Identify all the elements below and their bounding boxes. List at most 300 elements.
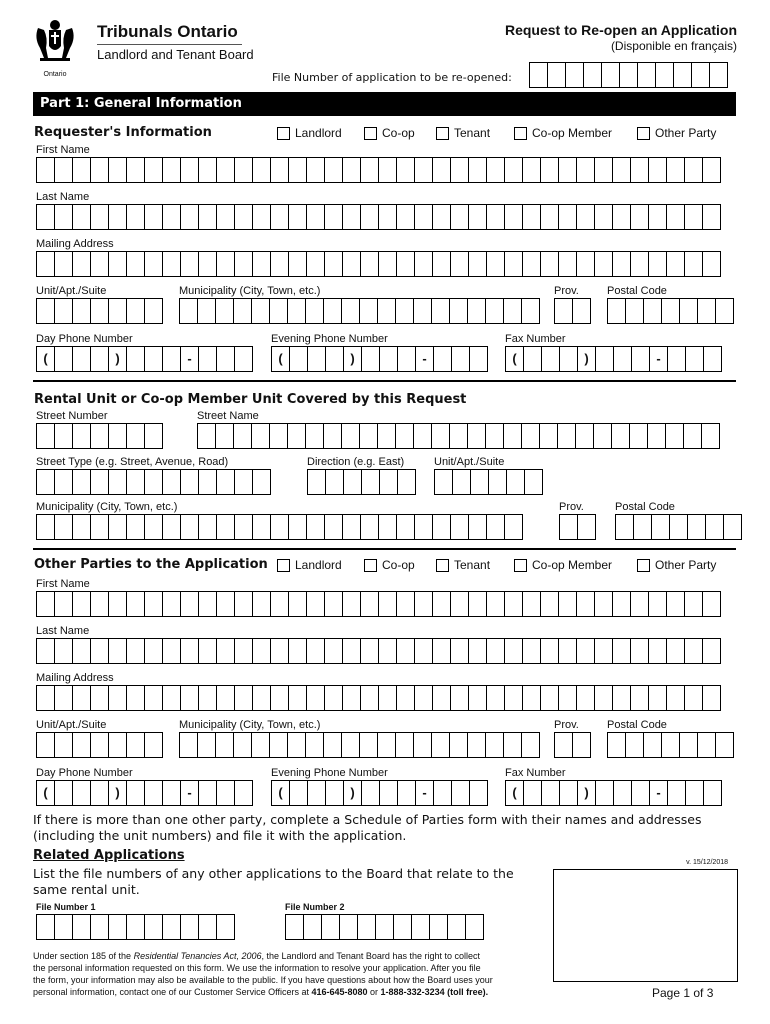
character-box[interactable] <box>216 638 235 664</box>
character-box[interactable] <box>667 780 686 806</box>
character-box[interactable] <box>397 469 416 495</box>
character-box[interactable] <box>198 638 217 664</box>
character-box[interactable] <box>486 514 505 540</box>
character-box[interactable] <box>702 204 721 230</box>
character-box[interactable] <box>324 514 343 540</box>
character-box[interactable] <box>341 423 360 449</box>
character-box[interactable] <box>324 638 343 664</box>
character-box[interactable] <box>144 514 163 540</box>
character-box[interactable] <box>612 157 631 183</box>
character-box[interactable] <box>631 780 650 806</box>
character-box[interactable] <box>449 732 468 758</box>
character-box[interactable] <box>289 346 308 372</box>
related-file-number-1-field[interactable] <box>36 914 234 940</box>
character-box[interactable] <box>648 204 667 230</box>
character-box[interactable] <box>504 514 523 540</box>
requester-mailing-address-field[interactable] <box>36 251 720 277</box>
character-box[interactable] <box>343 780 362 806</box>
character-box[interactable] <box>180 914 199 940</box>
character-box[interactable] <box>215 732 234 758</box>
character-box[interactable] <box>637 62 656 88</box>
character-box[interactable] <box>72 298 91 324</box>
character-box[interactable] <box>577 780 596 806</box>
character-box[interactable] <box>633 514 652 540</box>
character-box[interactable] <box>234 591 253 617</box>
character-box[interactable] <box>90 298 109 324</box>
character-box[interactable] <box>522 157 541 183</box>
character-box[interactable] <box>54 298 73 324</box>
character-box[interactable] <box>271 346 290 372</box>
checkbox[interactable] <box>436 127 449 140</box>
character-box[interactable] <box>197 732 216 758</box>
character-box[interactable] <box>575 423 594 449</box>
character-box[interactable] <box>252 685 271 711</box>
character-box[interactable] <box>216 251 235 277</box>
character-box[interactable] <box>324 591 343 617</box>
character-box[interactable] <box>415 346 434 372</box>
character-box[interactable] <box>467 298 486 324</box>
checkbox[interactable] <box>364 127 377 140</box>
character-box[interactable] <box>683 423 702 449</box>
character-box[interactable] <box>305 298 324 324</box>
character-box[interactable] <box>180 591 199 617</box>
character-box[interactable] <box>450 638 469 664</box>
character-box[interactable] <box>576 591 595 617</box>
character-box[interactable] <box>625 298 644 324</box>
character-box[interactable] <box>72 423 91 449</box>
character-box[interactable] <box>234 685 253 711</box>
character-box[interactable] <box>339 914 358 940</box>
character-box[interactable] <box>666 204 685 230</box>
character-box[interactable] <box>72 157 91 183</box>
character-box[interactable] <box>162 638 181 664</box>
rental-unit-field[interactable] <box>434 469 542 495</box>
character-box[interactable] <box>90 423 109 449</box>
character-box[interactable] <box>72 780 91 806</box>
character-box[interactable] <box>595 780 614 806</box>
character-box[interactable] <box>451 780 470 806</box>
character-box[interactable] <box>504 685 523 711</box>
character-box[interactable] <box>162 469 181 495</box>
character-box[interactable] <box>360 685 379 711</box>
character-box[interactable] <box>630 251 649 277</box>
character-box[interactable] <box>198 591 217 617</box>
character-box[interactable] <box>666 638 685 664</box>
character-box[interactable] <box>216 914 235 940</box>
character-box[interactable] <box>359 423 378 449</box>
character-box[interactable] <box>198 780 217 806</box>
character-box[interactable] <box>180 346 199 372</box>
other-role-coop[interactable]: Co-op <box>364 558 415 572</box>
character-box[interactable] <box>72 514 91 540</box>
character-box[interactable] <box>270 685 289 711</box>
character-box[interactable] <box>611 423 630 449</box>
character-box[interactable] <box>431 732 450 758</box>
character-box[interactable] <box>666 157 685 183</box>
character-box[interactable] <box>432 685 451 711</box>
character-box[interactable] <box>576 157 595 183</box>
character-box[interactable] <box>144 914 163 940</box>
character-box[interactable] <box>126 251 145 277</box>
character-box[interactable] <box>303 914 322 940</box>
character-box[interactable] <box>666 685 685 711</box>
character-box[interactable] <box>36 638 55 664</box>
checkbox[interactable] <box>637 559 650 572</box>
character-box[interactable] <box>673 62 692 88</box>
character-box[interactable] <box>162 514 181 540</box>
character-box[interactable] <box>251 298 270 324</box>
character-box[interactable] <box>270 251 289 277</box>
character-box[interactable] <box>661 298 680 324</box>
character-box[interactable] <box>666 591 685 617</box>
other-prov-field[interactable] <box>554 732 590 758</box>
character-box[interactable] <box>594 251 613 277</box>
character-box[interactable] <box>270 204 289 230</box>
character-box[interactable] <box>287 298 306 324</box>
character-box[interactable] <box>559 514 578 540</box>
character-box[interactable] <box>558 157 577 183</box>
character-box[interactable] <box>558 685 577 711</box>
character-box[interactable] <box>397 780 416 806</box>
character-box[interactable] <box>360 638 379 664</box>
character-box[interactable] <box>414 204 433 230</box>
character-box[interactable] <box>72 204 91 230</box>
character-box[interactable] <box>378 685 397 711</box>
character-box[interactable] <box>90 780 109 806</box>
character-box[interactable] <box>684 591 703 617</box>
character-box[interactable] <box>252 204 271 230</box>
character-box[interactable] <box>395 423 414 449</box>
character-box[interactable] <box>108 469 127 495</box>
character-box[interactable] <box>234 157 253 183</box>
character-box[interactable] <box>233 732 252 758</box>
character-box[interactable] <box>558 204 577 230</box>
character-box[interactable] <box>504 638 523 664</box>
character-box[interactable] <box>467 423 486 449</box>
character-box[interactable] <box>684 638 703 664</box>
character-box[interactable] <box>414 514 433 540</box>
character-box[interactable] <box>576 204 595 230</box>
requester-role-coop[interactable]: Co-op <box>364 126 415 140</box>
character-box[interactable] <box>521 298 540 324</box>
requester-day-phone-field[interactable] <box>36 346 252 372</box>
character-box[interactable] <box>270 157 289 183</box>
character-box[interactable] <box>667 346 686 372</box>
character-box[interactable] <box>271 780 290 806</box>
character-box[interactable] <box>234 346 253 372</box>
character-box[interactable] <box>126 423 145 449</box>
character-box[interactable] <box>375 914 394 940</box>
other-role-other-party[interactable]: Other Party <box>637 558 716 572</box>
character-box[interactable] <box>701 423 720 449</box>
character-box[interactable] <box>378 514 397 540</box>
character-box[interactable] <box>108 591 127 617</box>
character-box[interactable] <box>36 914 55 940</box>
character-box[interactable] <box>540 591 559 617</box>
character-box[interactable] <box>522 204 541 230</box>
character-box[interactable] <box>540 685 559 711</box>
character-box[interactable] <box>540 157 559 183</box>
character-box[interactable] <box>108 685 127 711</box>
character-box[interactable] <box>36 251 55 277</box>
character-box[interactable] <box>486 204 505 230</box>
character-box[interactable] <box>180 204 199 230</box>
character-box[interactable] <box>306 157 325 183</box>
character-box[interactable] <box>470 469 489 495</box>
character-box[interactable] <box>468 157 487 183</box>
character-box[interactable] <box>360 157 379 183</box>
character-box[interactable] <box>702 638 721 664</box>
character-box[interactable] <box>323 732 342 758</box>
other-mailing-address-field[interactable] <box>36 685 720 711</box>
character-box[interactable] <box>468 514 487 540</box>
character-box[interactable] <box>360 204 379 230</box>
character-box[interactable] <box>450 157 469 183</box>
character-box[interactable] <box>360 514 379 540</box>
character-box[interactable] <box>631 346 650 372</box>
character-box[interactable] <box>287 732 306 758</box>
other-last-name-field[interactable] <box>36 638 720 664</box>
character-box[interactable] <box>558 638 577 664</box>
character-box[interactable] <box>485 732 504 758</box>
character-box[interactable] <box>651 514 670 540</box>
other-unit-field[interactable] <box>36 732 162 758</box>
rental-postal-code-field[interactable] <box>615 514 741 540</box>
character-box[interactable] <box>432 157 451 183</box>
character-box[interactable] <box>252 638 271 664</box>
other-fax-field[interactable] <box>505 780 721 806</box>
character-box[interactable] <box>234 514 253 540</box>
requester-municipality-field[interactable] <box>179 298 539 324</box>
character-box[interactable] <box>90 638 109 664</box>
character-box[interactable] <box>108 914 127 940</box>
character-box[interactable] <box>162 591 181 617</box>
character-box[interactable] <box>269 423 288 449</box>
character-box[interactable] <box>486 638 505 664</box>
character-box[interactable] <box>469 346 488 372</box>
character-box[interactable] <box>180 251 199 277</box>
character-box[interactable] <box>126 514 145 540</box>
character-box[interactable] <box>126 157 145 183</box>
character-box[interactable] <box>540 638 559 664</box>
character-box[interactable] <box>485 423 504 449</box>
character-box[interactable] <box>36 732 55 758</box>
character-box[interactable] <box>679 732 698 758</box>
character-box[interactable] <box>379 780 398 806</box>
character-box[interactable] <box>341 732 360 758</box>
character-box[interactable] <box>36 204 55 230</box>
character-box[interactable] <box>397 346 416 372</box>
character-box[interactable] <box>54 780 73 806</box>
character-box[interactable] <box>162 685 181 711</box>
character-box[interactable] <box>216 591 235 617</box>
character-box[interactable] <box>90 204 109 230</box>
character-box[interactable] <box>468 251 487 277</box>
character-box[interactable] <box>547 62 566 88</box>
character-box[interactable] <box>594 638 613 664</box>
character-box[interactable] <box>36 346 55 372</box>
character-box[interactable] <box>323 423 342 449</box>
character-box[interactable] <box>685 780 704 806</box>
character-box[interactable] <box>648 251 667 277</box>
character-box[interactable] <box>643 298 662 324</box>
character-box[interactable] <box>252 591 271 617</box>
character-box[interactable] <box>486 157 505 183</box>
checkbox[interactable] <box>514 559 527 572</box>
character-box[interactable] <box>36 157 55 183</box>
character-box[interactable] <box>577 346 596 372</box>
character-box[interactable] <box>357 914 376 940</box>
character-box[interactable] <box>108 157 127 183</box>
character-box[interactable] <box>216 157 235 183</box>
character-box[interactable] <box>288 591 307 617</box>
character-box[interactable] <box>287 423 306 449</box>
character-box[interactable] <box>377 298 396 324</box>
character-box[interactable] <box>54 732 73 758</box>
character-box[interactable] <box>108 732 127 758</box>
other-evening-phone-field[interactable] <box>271 780 487 806</box>
character-box[interactable] <box>523 780 542 806</box>
character-box[interactable] <box>126 780 145 806</box>
character-box[interactable] <box>665 423 684 449</box>
character-box[interactable] <box>629 423 648 449</box>
character-box[interactable] <box>612 685 631 711</box>
character-box[interactable] <box>485 298 504 324</box>
character-box[interactable] <box>468 638 487 664</box>
character-box[interactable] <box>144 685 163 711</box>
character-box[interactable] <box>215 423 234 449</box>
character-box[interactable] <box>522 251 541 277</box>
character-box[interactable] <box>180 157 199 183</box>
character-box[interactable] <box>432 514 451 540</box>
character-box[interactable] <box>342 157 361 183</box>
character-box[interactable] <box>198 514 217 540</box>
character-box[interactable] <box>702 157 721 183</box>
character-box[interactable] <box>90 469 109 495</box>
character-box[interactable] <box>306 251 325 277</box>
character-box[interactable] <box>486 685 505 711</box>
character-box[interactable] <box>468 591 487 617</box>
character-box[interactable] <box>343 346 362 372</box>
character-box[interactable] <box>429 914 448 940</box>
character-box[interactable] <box>449 298 468 324</box>
character-box[interactable] <box>469 780 488 806</box>
character-box[interactable] <box>162 204 181 230</box>
character-box[interactable] <box>198 346 217 372</box>
character-box[interactable] <box>697 298 716 324</box>
character-box[interactable] <box>541 346 560 372</box>
character-box[interactable] <box>36 514 55 540</box>
character-box[interactable] <box>342 204 361 230</box>
character-box[interactable] <box>557 423 576 449</box>
character-box[interactable] <box>144 469 163 495</box>
character-box[interactable] <box>396 638 415 664</box>
character-box[interactable] <box>216 514 235 540</box>
character-box[interactable] <box>612 638 631 664</box>
character-box[interactable] <box>607 298 626 324</box>
character-box[interactable] <box>288 685 307 711</box>
character-box[interactable] <box>216 780 235 806</box>
character-box[interactable] <box>630 157 649 183</box>
character-box[interactable] <box>108 298 127 324</box>
rental-street-type-field[interactable] <box>36 469 270 495</box>
character-box[interactable] <box>90 346 109 372</box>
character-box[interactable] <box>414 638 433 664</box>
character-box[interactable] <box>503 732 522 758</box>
character-box[interactable] <box>72 914 91 940</box>
character-box[interactable] <box>679 298 698 324</box>
character-box[interactable] <box>90 157 109 183</box>
character-box[interactable] <box>233 298 252 324</box>
other-role-tenant[interactable]: Tenant <box>436 558 490 572</box>
character-box[interactable] <box>540 204 559 230</box>
character-box[interactable] <box>198 157 217 183</box>
character-box[interactable] <box>451 346 470 372</box>
character-box[interactable] <box>684 685 703 711</box>
character-box[interactable] <box>54 423 73 449</box>
character-box[interactable] <box>72 469 91 495</box>
character-box[interactable] <box>36 780 55 806</box>
character-box[interactable] <box>144 298 163 324</box>
character-box[interactable] <box>691 62 710 88</box>
reopen-file-number-field[interactable] <box>529 62 727 88</box>
character-box[interactable] <box>162 251 181 277</box>
character-box[interactable] <box>72 638 91 664</box>
character-box[interactable] <box>234 204 253 230</box>
character-box[interactable] <box>198 204 217 230</box>
character-box[interactable] <box>180 514 199 540</box>
requester-role-coop-member[interactable]: Co-op Member <box>514 126 612 140</box>
character-box[interactable] <box>270 591 289 617</box>
character-box[interactable] <box>108 514 127 540</box>
character-box[interactable] <box>108 346 127 372</box>
character-box[interactable] <box>666 251 685 277</box>
character-box[interactable] <box>684 251 703 277</box>
character-box[interactable] <box>252 157 271 183</box>
character-box[interactable] <box>378 251 397 277</box>
character-box[interactable] <box>269 298 288 324</box>
requester-prov-field[interactable] <box>554 298 590 324</box>
character-box[interactable] <box>251 732 270 758</box>
character-box[interactable] <box>709 62 728 88</box>
character-box[interactable] <box>431 298 450 324</box>
other-municipality-field[interactable] <box>179 732 539 758</box>
character-box[interactable] <box>529 62 548 88</box>
character-box[interactable] <box>630 638 649 664</box>
other-day-phone-field[interactable] <box>36 780 252 806</box>
character-box[interactable] <box>252 251 271 277</box>
character-box[interactable] <box>162 157 181 183</box>
checkbox[interactable] <box>277 559 290 572</box>
character-box[interactable] <box>613 780 632 806</box>
character-box[interactable] <box>431 423 450 449</box>
character-box[interactable] <box>702 685 721 711</box>
character-box[interactable] <box>396 157 415 183</box>
character-box[interactable] <box>215 298 234 324</box>
checkbox[interactable] <box>364 559 377 572</box>
character-box[interactable] <box>669 514 688 540</box>
character-box[interactable] <box>54 204 73 230</box>
character-box[interactable] <box>396 514 415 540</box>
character-box[interactable] <box>54 346 73 372</box>
requester-role-other-party[interactable]: Other Party <box>637 126 716 140</box>
character-box[interactable] <box>216 346 235 372</box>
character-box[interactable] <box>126 346 145 372</box>
character-box[interactable] <box>144 157 163 183</box>
character-box[interactable] <box>36 591 55 617</box>
character-box[interactable] <box>450 591 469 617</box>
checkbox[interactable] <box>514 127 527 140</box>
